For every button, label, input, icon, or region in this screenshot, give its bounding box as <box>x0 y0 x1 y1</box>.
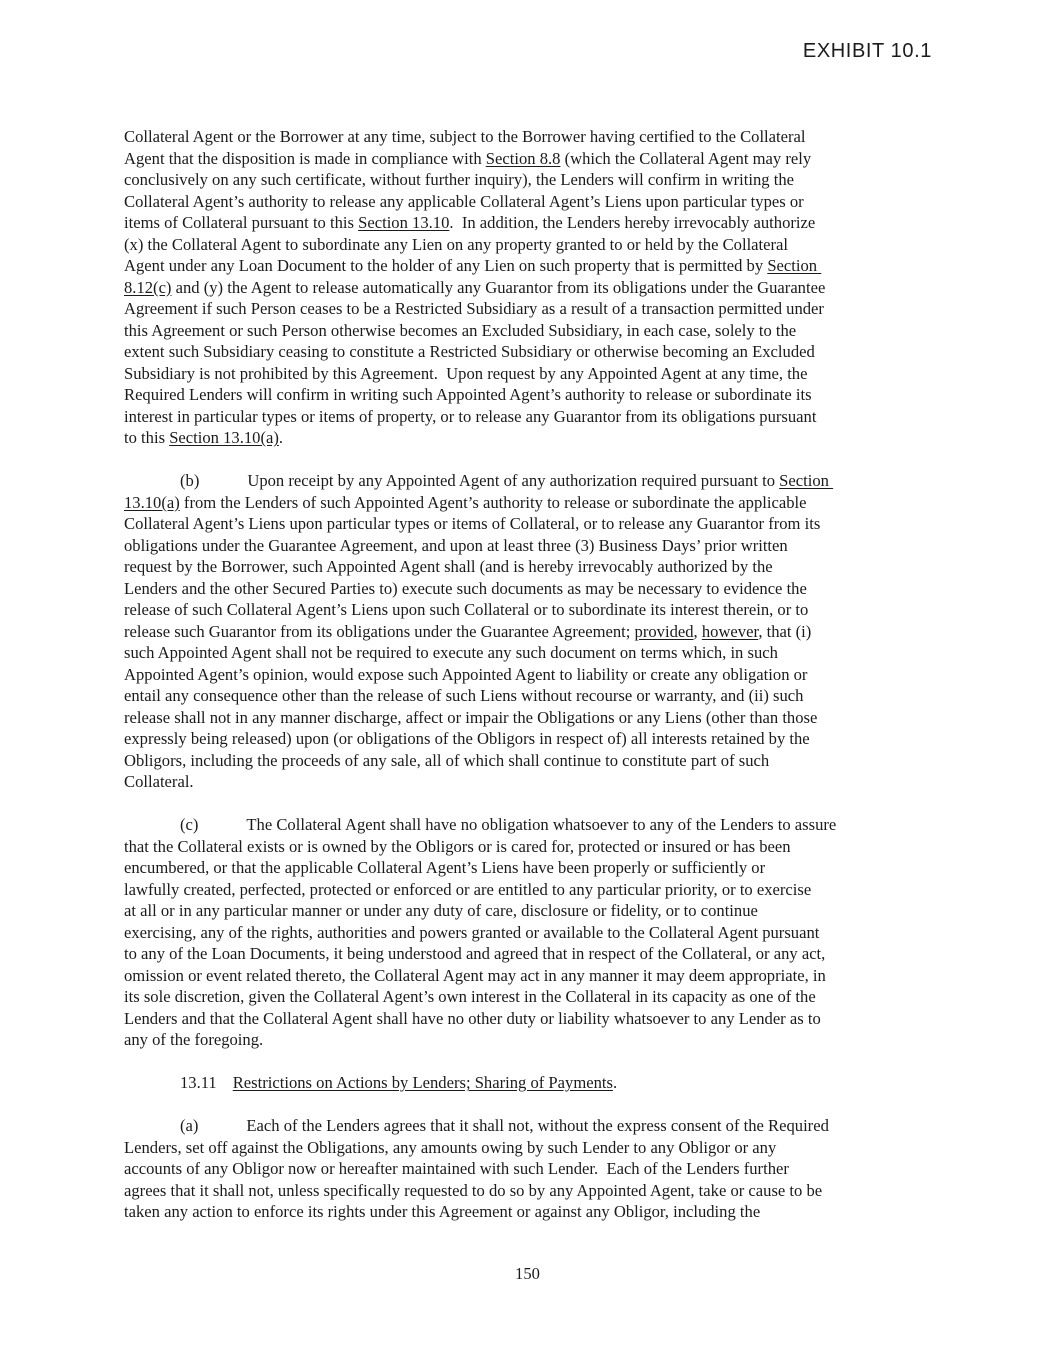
text-line <box>124 986 936 1008</box>
tab-spacer <box>124 485 180 486</box>
text-line <box>124 1115 936 1137</box>
text-run: this Agreement or such Person otherwise becomes an Excluded Subsidiary, in each case, solely to the <box>124 320 797 340</box>
text-line <box>124 1029 936 1051</box>
text-run: conclusively on any such certificate, without further inquiry), the Lenders will confirm in writing the <box>124 170 795 189</box>
text-run: Subsidiary is not prohibited by this Agreement. Upon request by any Appointed Agent at any time, the <box>124 363 808 383</box>
text-line <box>124 384 936 406</box>
text-line <box>124 965 936 987</box>
text-line <box>124 685 936 707</box>
text-line <box>124 427 936 449</box>
underlined-text: Section 13.10(a) <box>169 428 279 447</box>
text-run: to any of the Loan Documents, it being understood and agreed that in respect of the Collateral, or any act, <box>124 944 826 963</box>
text-line <box>124 298 936 320</box>
text-run: Appointed Agent’s opinion, would expose such Appointed Agent to liability or create any obligation or <box>124 664 808 684</box>
text-line <box>124 1008 936 1030</box>
page-number: 150 <box>515 1264 540 1283</box>
text-line <box>124 1158 936 1180</box>
section-heading-13-11 <box>124 1072 936 1094</box>
text-run: and (y) the Agent to release automatically any Guarantor from its obligations under the Guarantee <box>171 277 826 297</box>
text-line <box>124 621 936 643</box>
text-run: omission or event related thereto, the Collateral Agent may act in any manner it may deem appropriate, in <box>124 965 826 985</box>
text-line <box>124 879 936 901</box>
text-run: Lenders and the other Secured Parties to) execute such documents as may be necessary to evidence the <box>124 578 807 598</box>
underlined-text: provided <box>634 621 694 641</box>
underlined-text: Section 8.8 <box>485 148 561 168</box>
text-line <box>124 922 936 944</box>
text-run: to this <box>124 428 170 447</box>
text-run: any of the foregoing. <box>124 1030 264 1049</box>
underlined-text: Section 13.10 <box>358 213 450 232</box>
text-run: encumbered, or that the applicable Collateral Agent’s Liens have been properly or sufficiently or <box>124 858 766 877</box>
text-line <box>124 836 936 858</box>
tab-spacer <box>199 485 247 486</box>
text-run: Lenders and that the Collateral Agent shall have no other duty or liability whatsoever to any Lender as to <box>124 1008 821 1028</box>
text-run: release of such Collateral Agent’s Liens upon such Collateral or to subordinate its interest therein, or to <box>124 600 809 619</box>
underlined-text: 13.10(a) <box>124 492 180 512</box>
text-run: 13.11 <box>180 1073 217 1092</box>
text-line <box>124 492 936 514</box>
text-run: The Collateral Agent shall have no obligation whatsoever to any of the Lenders to assure <box>246 815 837 834</box>
text-run: entail any consequence other than the release of such Liens without recourse or warranty, and (ii) such <box>124 686 804 705</box>
tab-spacer <box>124 1087 180 1088</box>
text-run: items of Collateral pursuant to this <box>124 213 359 232</box>
text-line <box>124 535 936 557</box>
text-run: obligations under the Guarantee Agreement, and upon at least three (3) Business Days’ prior written <box>124 535 788 555</box>
text-run: extent such Subsidiary ceasing to constitute a Restricted Subsidiary or otherwise becoming an Excluded <box>124 342 815 361</box>
text-run: its sole discretion, given the Collateral Agent’s own interest in the Collateral in its capacity as one of the <box>124 987 816 1006</box>
text-run: request by the Borrower, such Appointed Agent shall (and is hereby irrevocably authorized by the <box>124 557 773 576</box>
text-line <box>124 664 936 686</box>
text-run: , <box>693 621 702 641</box>
text-run: Obligors, including the proceeds of any sale, all of which shall continue to constitute part of such <box>124 750 770 770</box>
text-line <box>124 320 936 342</box>
text-run: (x) the Collateral Agent to subordinate any Lien on any property granted to or held by the Collateral <box>124 234 789 254</box>
text-run: Each of the Lenders agrees that it shall not, without the express consent of the Required <box>246 1116 829 1135</box>
underlined-text: Restrictions on Actions by Lenders; Sharing of Payments <box>232 1073 613 1092</box>
text-run: Collateral Agent’s Liens upon particular types or items of Collateral, or to release any Guarantor from its <box>124 514 821 533</box>
text-line <box>124 771 936 793</box>
text-run: exercising, any of the rights, authorities and powers granted or available to the Collateral Agent pursuant <box>124 922 820 942</box>
text-run: Upon receipt by any Appointed Agent of any authorization required pursuant to <box>247 471 780 490</box>
text-line <box>124 169 936 191</box>
text-run: (a) <box>180 1116 199 1135</box>
underlined-text: 8.12(c) <box>124 277 172 297</box>
continuation-paragraph <box>124 126 936 449</box>
underlined-text: however <box>701 621 759 641</box>
text-line <box>124 556 936 578</box>
text-line <box>124 126 936 148</box>
text-run: such Appointed Agent shall not be required to execute any such document on terms which, in such <box>124 643 778 662</box>
text-run: (b) <box>180 471 200 490</box>
text-run: . <box>278 428 284 447</box>
text-line <box>124 1137 936 1159</box>
text-run: release shall not in any manner discharge, affect or impair the Obligations or any Liens (other than those <box>124 707 818 727</box>
text-line <box>124 363 936 385</box>
tab-spacer <box>124 1130 180 1131</box>
text-run: Collateral. <box>124 772 194 791</box>
text-line <box>124 1180 936 1202</box>
text-line <box>124 750 936 772</box>
text-run: lawfully created, perfected, protected or enforced or are entitled to any particular priority, or to exercise <box>124 879 812 899</box>
text-run: agrees that it shall not, unless specifically requested to do so by any Appointed Agent, take or cause to be <box>124 1180 823 1200</box>
text-line <box>124 1072 936 1094</box>
text-run: that the Collateral exists or is owned by the Obligors or is cared for, protected or insured or has been <box>124 836 791 856</box>
text-line <box>124 707 936 729</box>
text-line <box>124 642 936 664</box>
text-line <box>124 234 936 256</box>
text-run: . <box>612 1073 618 1092</box>
text-run: Agent that the disposition is made in compliance with <box>124 148 486 168</box>
paragraph-c <box>124 814 936 1051</box>
text-line <box>124 148 936 170</box>
exhibit-header-label: EXHIBIT 10.1 <box>802 40 932 62</box>
text-line <box>124 191 936 213</box>
text-line <box>124 1201 936 1223</box>
text-run: release such Guarantor from its obligations under the Guarantee Agreement; <box>124 621 635 641</box>
document-body <box>124 126 936 1244</box>
text-run: Agreement if such Person ceases to be a Restricted Subsidiary as a result of a transaction permitted under <box>124 299 824 318</box>
text-run: from the Lenders of such Appointed Agent’s authority to release or subordinate the applicable <box>179 492 807 512</box>
text-line <box>124 814 936 836</box>
text-line <box>124 599 936 621</box>
underlined-text: Section <box>779 471 834 490</box>
text-line <box>124 406 936 428</box>
text-run: Lenders, set off against the Obligations, any amounts owing by such Lender to any Obligor or any <box>124 1137 777 1157</box>
text-line <box>124 255 936 277</box>
text-line <box>124 578 936 600</box>
text-line <box>124 943 936 965</box>
text-run: interest in particular types or items of property, or to release any Guarantor from its obligations pursuant <box>124 406 817 426</box>
text-run: taken any action to enforce its rights under this Agreement or against any Obligor, including the <box>124 1202 761 1221</box>
text-line <box>124 900 936 922</box>
text-run: Required Lenders will confirm in writing such Appointed Agent’s authority to release or subordinate its <box>124 385 812 404</box>
text-run: Collateral Agent or the Borrower at any time, subject to the Borrower having certified to the Collateral <box>124 127 806 146</box>
text-line <box>124 728 936 750</box>
text-run: (c) <box>180 815 199 834</box>
text-line <box>124 470 936 492</box>
text-line <box>124 212 936 234</box>
tab-spacer <box>198 1130 246 1131</box>
text-run: , that (i) <box>758 621 812 641</box>
tab-spacer <box>217 1087 233 1088</box>
paragraph-b <box>124 470 936 793</box>
text-run: at all or in any particular manner or under any duty of care, disclosure or fidelity, or to continue <box>124 901 758 920</box>
text-run: accounts of any Obligor now or hereafter maintained with such Lender. Each of the Lenders further <box>124 1159 789 1178</box>
text-run: expressly being released) upon (or obligations of the Obligors in respect of) all interests retained by the <box>124 729 810 748</box>
text-line <box>124 277 936 299</box>
underlined-text: Section <box>767 256 822 275</box>
paragraph-a <box>124 1115 936 1223</box>
tab-spacer <box>124 829 180 830</box>
text-run: . In addition, the Lenders hereby irrevocably authorize <box>449 213 816 232</box>
text-line <box>124 513 936 535</box>
text-line <box>124 341 936 363</box>
text-run: Agent under any Loan Document to the holder of any Lien on such property that is permitted by <box>124 256 768 275</box>
text-line <box>124 857 936 879</box>
text-run: (which the Collateral Agent may rely <box>560 148 812 168</box>
tab-spacer <box>198 829 246 830</box>
text-run: Collateral Agent’s authority to release any applicable Collateral Agent’s Liens upon particular types or <box>124 191 804 211</box>
